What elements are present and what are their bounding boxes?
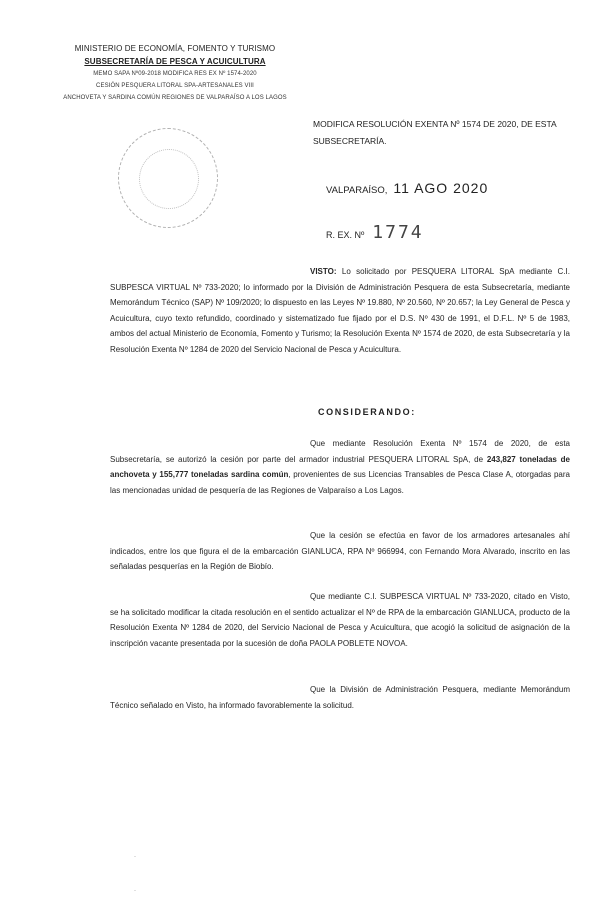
ministry-name: MINISTERIO DE ECONOMÍA, FOMENTO Y TURISMO: [74, 44, 276, 53]
margin-mark: ·: [134, 888, 136, 894]
visto-paragraph: [110, 264, 570, 357]
species-reference: ANCHOVETA Y SARDINA COMÚN REGIONES DE VALPARAÍSO A LOS LAGOS: [63, 95, 287, 101]
c1-text-a: Que mediante Resolución Exenta Nº 1574 de 2020, de esta Subsecretaría, se autorizó la cesión por parte del armador industrial PESQUERA LITORAL SpA, de: [110, 439, 570, 464]
considerando-3: Que mediante C.I. SUBPESCA VIRTUAL Nº 733-2020, citado en Visto, se ha solicitado modificar la citada resolución en el sentido actualizar el Nº de RPA de la embarcación GIANLUCA, producto de la Resolución Exenta Nº 1284 de 2020, del Servicio Nacional de Pesca y Acuicultura, que acogió la solicitud de asignación de la inscripción vacante presentada por la sucesión de doña PAOLA POBLETE NOVOA.: [110, 592, 570, 648]
considerando-2: Que la cesión se efectúa en favor de los armadores artesanales ahí indicados, entre los que figura el de la embarcación GIANLUCA, RPA Nº 966994, con Fernando Mora Alvarado, inscrito en las señaladas pesquerías en la Región de Biobío.: [110, 531, 570, 571]
considerando-1: [110, 436, 570, 498]
memo-reference: MEMO SAPA Nº09-2018 MODIFICA RES EX Nº 1574-2020: [93, 71, 257, 77]
seal-inner-ring: [139, 149, 199, 209]
considerando-heading: CONSIDERANDO:: [318, 407, 416, 417]
considerando-4: Que la División de Administración Pesquera, mediante Memorándum Técnico señalado en Visto, ha informado favorablemente la solicitud.: [110, 685, 570, 710]
margin-mark: ·: [134, 854, 136, 860]
rex-number: 1774: [372, 222, 424, 243]
date-stamp: 11 AGO 2020: [393, 180, 489, 196]
subsecretaria-name: SUBSECRETARÍA DE PESCA Y ACUICULTURA: [84, 57, 266, 66]
c1-text-bold: 243,827 toneladas de anchoveta y 155,777 toneladas sardina común: [110, 454, 571, 479]
cesion-reference: CESIÓN PESQUERA LITORAL SPA-ARTESANALES VIII: [96, 83, 254, 89]
visto-text: Lo solicitado por PESQUERA LITORAL SpA mediante C.I. SUBPESCA VIRTUAL Nº 733-2020; lo informado por la División de Administración Pesquera de esta Subsecretaría, mediante Memorándum Técnico (SAP) Nº 109/2020; lo dispuesto en las Leyes Nº 19.880, Nº 20.560, Nº 20.657; la Ley General de Pesca y Acuicultura, cuyo texto refundido, coordinado y sistematizado fue fijado por el D.S. Nº 430 de 1991, el D.F.L. Nº 5 de 1983, ambos del actual Ministerio de Economía, Fomento y Turismo; la Resolución Exenta Nº 1574 de 2020, de esta Subsecretaría y la Resolución Exenta Nº 1284 de 2020 del Servicio Nacional de Pesca y Acuicultura.: [110, 267, 570, 354]
seal-stamp: [118, 128, 218, 228]
resolution-number-line: [326, 222, 424, 243]
date-city: VALPARAÍSO,: [326, 185, 388, 196]
visto-label: VISTO:: [310, 267, 337, 276]
rex-label: R. EX. Nº: [326, 230, 365, 240]
date-line: [326, 180, 488, 196]
resolution-subject: MODIFICA RESOLUCIÓN EXENTA Nº 1574 DE 2020, DE ESTA SUBSECRETARÍA.: [313, 119, 557, 146]
c1-text-c: , provenientes de sus Licencias Transables de Pesca Clase A, otorgadas para las mencionadas unidad de pesquería de las Regiones de Valparaíso a Los Lagos.: [110, 470, 570, 495]
